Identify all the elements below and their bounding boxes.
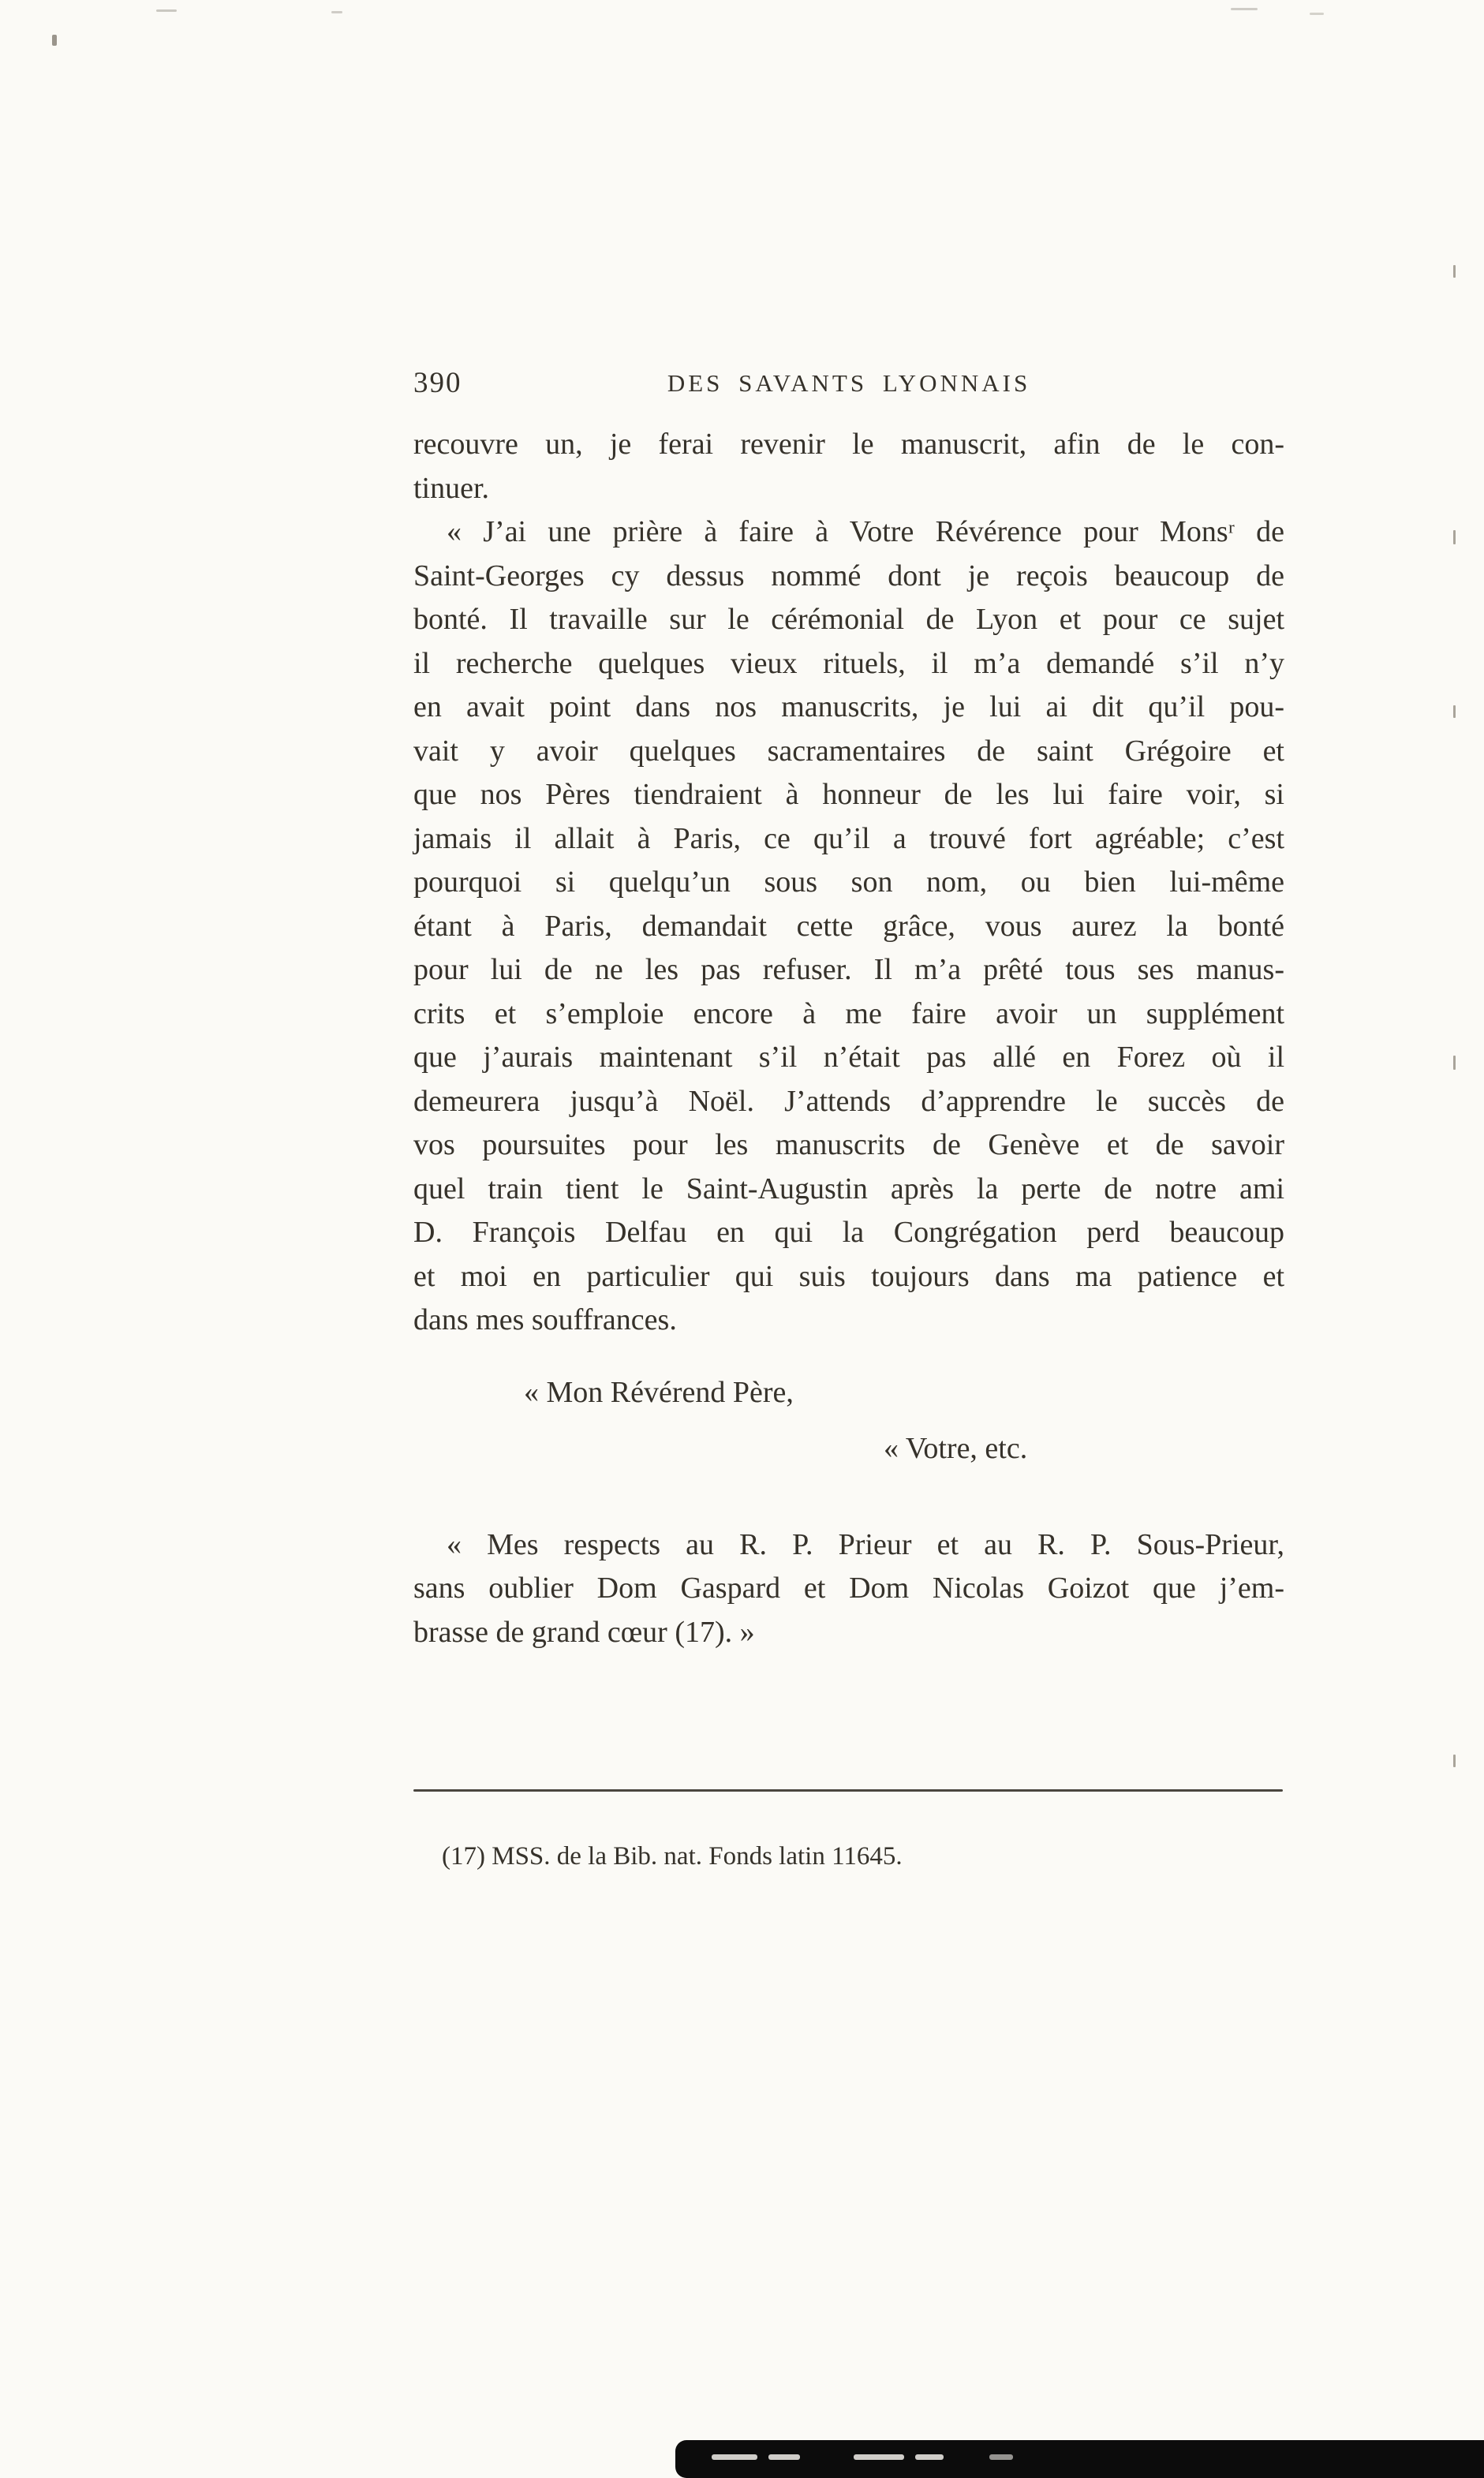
text-line: demeurera jusqu’à Noël. J’attends d’apprendre le succès de xyxy=(413,1084,1284,1118)
text-line: étant à Paris, demandait cette grâce, vous aurez la bonté xyxy=(413,909,1284,943)
text-line: vait y avoir quelques sacramentaires de saint Grégoire et xyxy=(413,734,1284,768)
scanner-edge-bar xyxy=(675,2440,1484,2478)
scan-artifact xyxy=(156,9,177,12)
text-line: tinuer. xyxy=(413,471,490,505)
text-line: bonté. Il travaille sur le cérémonial de Lyon et pour ce sujet xyxy=(413,603,1284,636)
paragraph xyxy=(413,1523,1284,1655)
text-line: en avait point dans nos manuscrits, je lui ai dit qu’il pou- xyxy=(413,690,1284,723)
scan-artifact xyxy=(331,11,342,13)
scan-artifact xyxy=(712,2454,757,2460)
text-line: quel train tient le Saint-Augustin après la perte de notre ami xyxy=(413,1172,1284,1205)
scan-artifact xyxy=(768,2454,800,2460)
text-line: D. François Delfau en qui la Congrégation perd beaucoup xyxy=(413,1216,1284,1249)
text-line: pourquoi si quelqu’un sous son nom, ou bien lui-même xyxy=(413,865,1284,899)
text-line: brasse de grand cœur (17). » xyxy=(413,1615,755,1649)
text-line: jamais il allait à Paris, ce qu’il a trouvé fort agréable; c’est xyxy=(413,821,1284,855)
running-header: DES SAVANTS LYONNAIS xyxy=(667,369,1031,397)
text-line: sans oublier Dom Gaspard et Dom Nicolas Goizot que j’em- xyxy=(413,1572,1284,1605)
paragraph xyxy=(413,423,1284,510)
footnote-rule xyxy=(413,1789,1283,1792)
text-line: « J’ai une prière à faire à Votre Révérence pour Monsʳ de xyxy=(447,515,1284,548)
scan-artifact xyxy=(1231,8,1258,10)
text-line: crits et s’emploie encore à me faire avoir un supplément xyxy=(413,996,1284,1030)
page-header xyxy=(413,364,1284,404)
paragraph xyxy=(413,1427,1284,1471)
footnote: (17) MSS. de la Bib. nat. Fonds latin 11645. xyxy=(442,1842,903,1871)
text-line: et moi en particulier qui suis toujours dans ma patience et xyxy=(413,1259,1284,1293)
scan-artifact xyxy=(1453,530,1456,544)
paragraph xyxy=(413,510,1284,1343)
scan-artifact xyxy=(1453,705,1456,718)
scan-artifact xyxy=(854,2454,904,2460)
scan-artifact xyxy=(915,2454,944,2460)
scan-artifact xyxy=(1453,1056,1456,1070)
text-line: « Votre, etc. xyxy=(884,1432,1028,1465)
text-line: pour lui de ne les pas refuser. Il m’a prêté tous ses manus- xyxy=(413,953,1284,986)
paragraph xyxy=(413,1371,1284,1415)
text-line: vos poursuites pour les manuscrits de Genève et de savoir xyxy=(413,1128,1284,1161)
text-line: Saint-Georges cy dessus nommé dont je reçois beaucoup de xyxy=(413,559,1284,592)
text-line: « Mes respects au R. P. Prieur et au R. P. Sous-Prieur, xyxy=(447,1527,1284,1561)
text-line: que nos Pères tiendraient à honneur de les lui faire voir, si xyxy=(413,778,1284,811)
scan-artifact xyxy=(989,2454,1013,2460)
text-block xyxy=(413,423,1284,1654)
text-line: que j’aurais maintenant s’il n’était pas allé en Forez où il xyxy=(413,1041,1284,1074)
text-line: il recherche quelques vieux rituels, il m’a demandé s’il n’y xyxy=(413,646,1284,680)
scan-artifact xyxy=(1453,1755,1456,1767)
scan-artifact xyxy=(1453,265,1456,278)
text-line: recouvre un, je ferai revenir le manuscrit, afin de le con- xyxy=(413,428,1284,461)
text-line: « Mon Révérend Père, xyxy=(524,1375,794,1409)
text-line: dans mes souffrances. xyxy=(413,1303,677,1336)
scan-artifact xyxy=(52,35,57,46)
scan-artifact xyxy=(1310,13,1324,15)
page-number: 390 xyxy=(413,367,462,399)
